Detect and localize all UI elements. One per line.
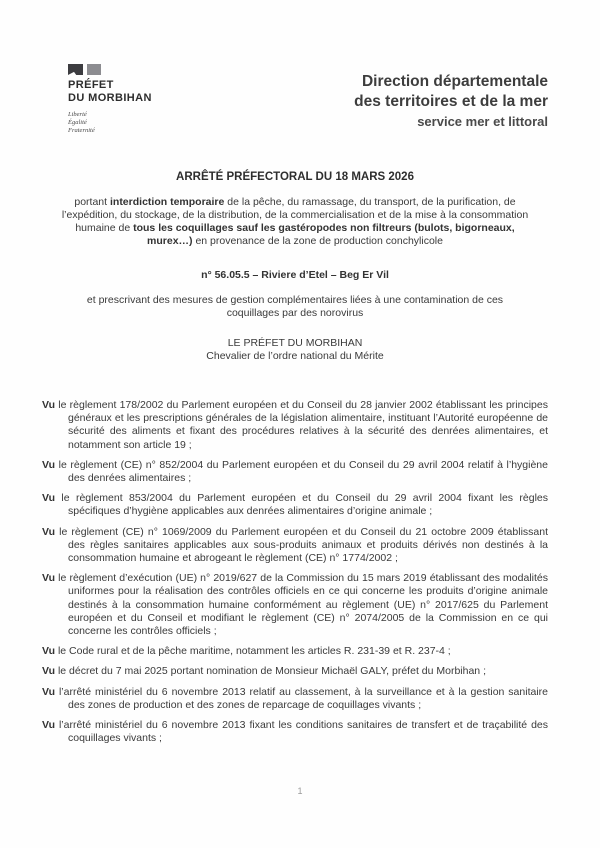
marianne-flag-icon [68,64,152,75]
visa-item [42,686,548,712]
visa-text: le règlement (CE) n° 1069/2009 du Parlement européen et du Conseil du 21 octobre 2009 établissant des règles sanitaires applicables aux sous-produits animaux et produits dérivés non destinés à la consommation humaine et abrogeant le règlement (CE) n° 1774/2002 ; [59,525,548,565]
motto-fraternite: Fraternité [68,127,95,134]
visa-label: Vu [42,645,56,658]
visa-text: l’arrêté ministériel du 6 novembre 2013 fixant les conditions sanitaires de transfert et de traçabilité des coquillages vivants ; [58,719,549,745]
visa-item [42,492,548,518]
direction-line1: Direction départementale [361,73,548,90]
prefet-name-line1: PRÉFET [68,79,114,91]
visa-item [42,665,548,678]
motto-liberte: Liberté [68,111,87,118]
visa-label: Vu [42,719,56,732]
direction-line2: des territoires et de la mer [354,93,548,110]
visa-label: Vu [42,685,56,698]
visa-item [42,526,548,566]
visa-item [42,459,548,485]
decree-subject [52,196,538,248]
visa-text: le règlement d’exécution (UE) n° 2019/627 de la Commission du 15 mars 2019 établissant des modalités uniformes pour la réalisation des contrôles officiels en ce qui concerne les produits d’origine animale destinés à la consommation humaine conformément au règlement (UE) n° 2017/625 du Parlement européen et du Conseil et modifiant le règlement (CE) n° 2074/2005 de la Commission en ce qui concerne les contrôles officiels ; [58,572,548,638]
visa-text: l’arrêté ministériel du 6 novembre 2013 relatif au classement, à la surveillance et à la gestion sanitaire des zones de production et des zones de reparcage de coquillages vivants ; [58,685,548,711]
visa-list [42,399,548,745]
authority-subtitle: Chevalier de l’ordre national du Mérite [206,350,384,362]
motto-egalite: Égalité [68,119,87,126]
visa-text: le règlement 853/2004 du Parlement européen et du Conseil du 29 avril 2004 fixant les règles spécifiques d’hygiène applicables aux denrées alimentaires d’origine animale ; [61,492,548,518]
production-zone: n° 56.05.5 – Riviere d’Etel – Beg Er Vil [201,269,389,281]
prefet-name-line2: DU MORBIHAN [68,92,152,104]
service-line: service mer et littoral [417,114,548,129]
page-number: 1 [297,786,303,796]
visa-text: le décret du 7 mai 2025 portant nomination de Monsieur Michaël GALY, préfet du Morbihan ; [57,665,486,678]
authority-title: LE PRÉFET DU MORBIHAN [227,337,363,349]
visa-label: Vu [42,399,56,411]
flag-dark-block [68,64,83,75]
visa-text: le règlement (CE) n° 852/2004 du Parlement européen et du Conseil du 29 avril 2004 relatif à l’hygiène des denrées alimentaires ; [58,458,548,485]
visa-item [42,719,548,745]
visa-label: Vu [42,492,56,505]
visa-item [42,572,548,638]
subject-complement: et prescrivant des mesures de gestion complémentaires liées à une contamination de ces coquillages par des norovirus [86,294,504,319]
subject-prefix: portant [74,196,110,208]
visa-text: le règlement 178/2002 du Parlement européen et du Conseil du 28 janvier 2002 établissant les principes généraux et les prescriptions générales de la législation alimentaire, instituant l’Autorité européenne de sécurité des aliments et fixant des procédures relatives à la sécurité des denrées alimentaires, et notamment son article 19 ; [58,399,548,451]
direction-block [354,64,548,132]
prefet-logo [68,64,152,135]
visa-text: le Code rural et de la pêche maritime, notamment les articles R. 231-39 et R. 237-4 ; [57,645,451,658]
subject-middle: de la pêche, du ramassage, du transport, de la purification, de l’expédition, du stockage, de la distribution, de la commercialisation et de la mise à la consommation humaine de [61,196,529,234]
subject-bold-interdiction: interdiction temporaire [109,196,225,208]
visa-label: Vu [42,665,56,678]
visa-item [42,645,548,658]
authority-block [42,337,548,363]
flag-gray-block [87,64,101,75]
visa-label: Vu [42,458,56,471]
visa-item [42,399,548,452]
document-header [42,64,548,135]
decree-title: ARRÊTÉ PRÉFECTORAL DU 18 MARS 2026 [176,171,414,183]
visa-label: Vu [42,525,56,538]
subject-bold-coquillages: tous les coquillages sauf les gastéropodes non filtreurs (bulots, bigorneaux, murex…) [133,222,515,247]
subject-suffix: en provenance de la zone de production conchylicole [192,235,443,247]
republic-motto [68,111,152,135]
visa-label: Vu [42,572,56,585]
